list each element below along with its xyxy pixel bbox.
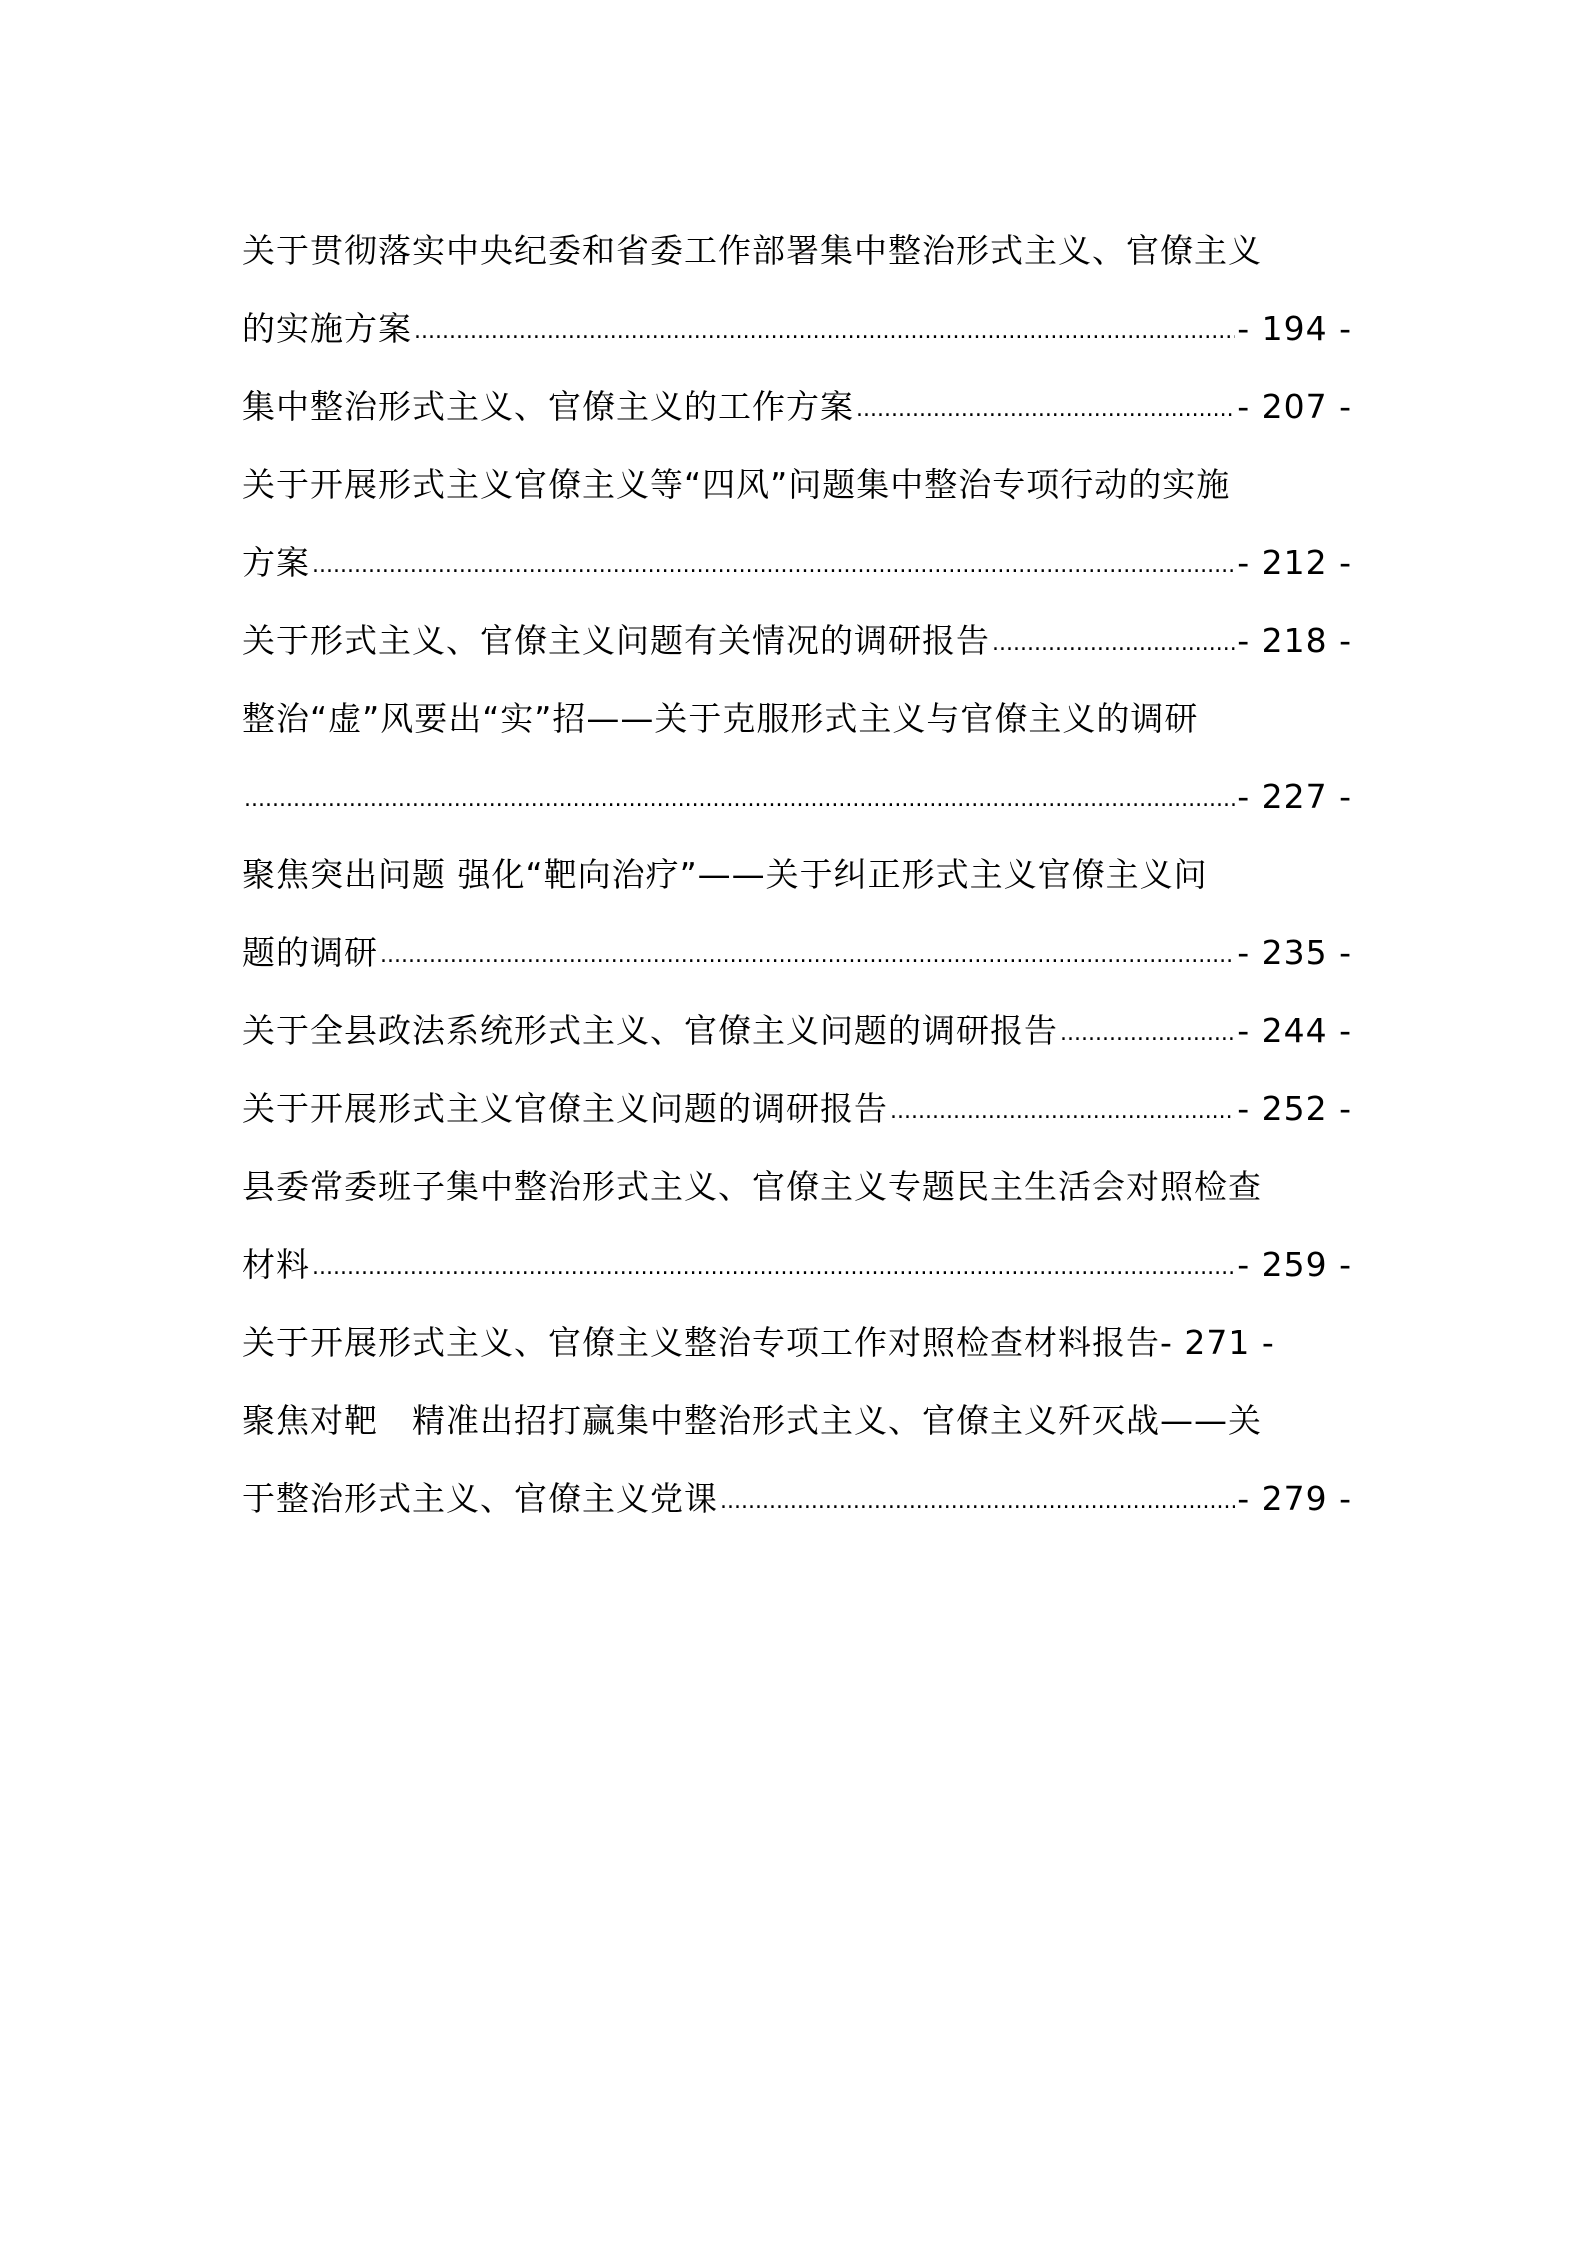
toc-page-number: - 271 - <box>1160 1323 1275 1362</box>
toc-entry-4[interactable] <box>242 602 1352 680</box>
toc-entry-9-line-1[interactable] <box>242 1148 1352 1226</box>
toc-page-number: - 259 - <box>1237 1245 1352 1284</box>
toc-entry-10[interactable] <box>242 1304 1352 1382</box>
toc-page-number: - 279 - <box>1237 1479 1352 1518</box>
toc-entry-title: 题的调研 <box>242 933 378 972</box>
toc-entry-title: 关于开展形式主义官僚主义等“四风”问题集中整治专项行动的实施 <box>242 465 1231 504</box>
toc-entry-7[interactable] <box>242 992 1352 1070</box>
toc-entry-title: 方案 <box>242 543 310 582</box>
dot-leader <box>1060 1004 1235 1064</box>
dot-leader <box>312 536 1235 596</box>
toc-entry-6-line-1[interactable] <box>242 836 1352 914</box>
toc-entry-9-line-2[interactable] <box>242 1226 1352 1304</box>
toc-page-number: - 207 - <box>1237 387 1352 426</box>
toc-entry-title: 关于贯彻落实中央纪委和省委工作部署集中整治形式主义、官僚主义 <box>242 231 1262 270</box>
toc-page-number: - 194 - <box>1237 309 1352 348</box>
dot-leader <box>312 1238 1235 1298</box>
toc-entry-8[interactable] <box>242 1070 1352 1148</box>
toc-entry-1-line-1[interactable] <box>242 212 1352 290</box>
dot-leader <box>720 1472 1235 1532</box>
toc-entry-title: 关于形式主义、官僚主义问题有关情况的调研报告 <box>242 621 990 660</box>
dot-leader <box>856 380 1235 440</box>
toc-entry-title: 关于全县政法系统形式主义、官僚主义问题的调研报告 <box>242 1011 1058 1050</box>
toc-entry-title: 材料 <box>242 1245 310 1284</box>
toc-entry-6-line-2[interactable] <box>242 914 1352 992</box>
toc-entry-title: 聚焦突出问题 强化“靶向治疗”——关于纠正形式主义官僚主义问 <box>242 855 1208 894</box>
toc-page-number: - 235 - <box>1237 933 1352 972</box>
toc-entry-5-line-1[interactable] <box>242 680 1352 758</box>
toc-entry-3-line-1[interactable] <box>242 446 1352 524</box>
toc-entry-11-line-2[interactable] <box>242 1460 1352 1538</box>
toc-entry-3-line-2[interactable] <box>242 524 1352 602</box>
toc-entry-5-line-2[interactable] <box>242 758 1352 836</box>
toc-entry-title: 于整治形式主义、官僚主义党课 <box>242 1479 718 1518</box>
toc-page-number: - 252 - <box>1237 1089 1352 1128</box>
table-of-contents <box>242 212 1352 1538</box>
toc-entry-title: 关于开展形式主义官僚主义问题的调研报告 <box>242 1089 888 1128</box>
toc-entry-title: 集中整治形式主义、官僚主义的工作方案 <box>242 387 854 426</box>
dot-leader <box>890 1082 1235 1142</box>
dot-leader <box>244 770 1235 830</box>
toc-page-number: - 227 - <box>1237 777 1352 816</box>
dot-leader <box>380 926 1235 986</box>
dot-leader <box>992 614 1235 674</box>
toc-page-number: - 212 - <box>1237 543 1352 582</box>
toc-page-number: - 218 - <box>1237 621 1352 660</box>
toc-entry-title: 县委常委班子集中整治形式主义、官僚主义专题民主生活会对照检查 <box>242 1167 1262 1206</box>
toc-entry-1-line-2[interactable] <box>242 290 1352 368</box>
toc-entry-title: 整治“虚”风要出“实”招——关于克服形式主义与官僚主义的调研 <box>242 699 1199 738</box>
toc-page-number: - 244 - <box>1237 1011 1352 1050</box>
dot-leader <box>414 302 1235 362</box>
toc-entry-2[interactable] <box>242 368 1352 446</box>
toc-entry-title: 聚焦对靶 精准出招打赢集中整治形式主义、官僚主义歼灭战——关 <box>242 1401 1262 1440</box>
toc-entry-11-line-1[interactable] <box>242 1382 1352 1460</box>
toc-entry-title: 的实施方案 <box>242 309 412 348</box>
toc-entry-title: 关于开展形式主义、官僚主义整治专项工作对照检查材料报告 <box>242 1323 1160 1362</box>
